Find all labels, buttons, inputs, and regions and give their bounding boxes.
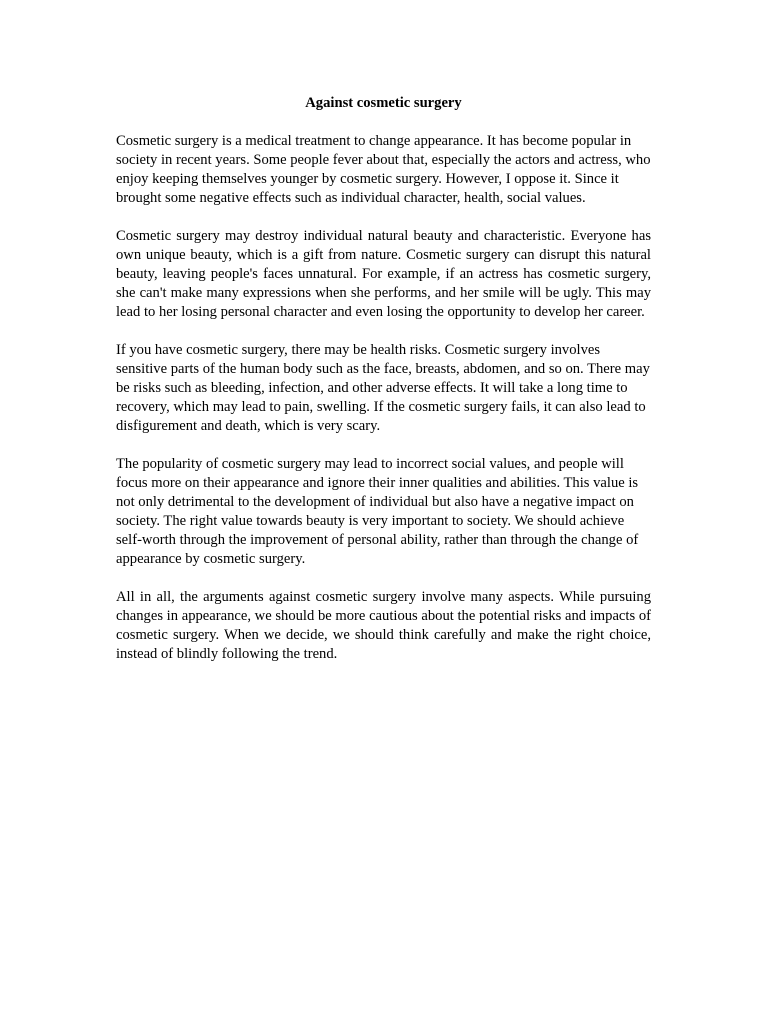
paragraph-social-values: The popularity of cosmetic surgery may lead to incorrect social values, and people will focus more on their appearance and ignore their inner qualities and abilities. This value is not only detrimental to the development of individual but also have a negative impact on society. The right value towards beauty is very important to society. We should achieve self-worth through the improvement of personal ability, rather than through the change of appearance by cosmetic surgery. xyxy=(116,456,639,567)
paragraph-health-risks: If you have cosmetic surgery, there may be health risks. Cosmetic surgery involves sensitive parts of the human body such as the face, breasts, abdomen, and so on. There may be risks such as bleeding, infection, and other adverse effects. It will take a long time to recovery, which may lead to pain, swelling. If the cosmetic surgery fails, it can also lead to disfigurement and death, which is very scary. xyxy=(116,342,650,434)
document-title: Against cosmetic surgery xyxy=(305,95,462,111)
paragraph-introduction: Cosmetic surgery is a medical treatment to change appearance. It has become popular in society in recent years. Some people fever about that, especially the actors and actress, who enjoy keeping themselves younger by cosmetic surgery. However, I oppose it. Since it brought some negative effects such as individual character, health, social values. xyxy=(116,133,651,206)
paragraph-conclusion: All in all, the arguments against cosmetic surgery involve many aspects. While pursuing changes in appearance, we should be more cautious about the potential risks and impacts of cosmetic surgery. When we decide, we should think carefully and make the right choice, instead of blindly following the trend. xyxy=(116,589,651,662)
paragraph-natural-beauty: Cosmetic surgery may destroy individual natural beauty and characteristic. Everyone has own unique beauty, which is a gift from nature. Cosmetic surgery can disrupt this natural beauty, leaving people's faces unnatural. For example, if an actress has cosmetic surgery, she can't make many expressions when she performs, and her smile will be ugly. This may lead to her losing personal character and even losing the opportunity to develop her career. xyxy=(116,228,651,320)
document-page xyxy=(116,94,651,683)
